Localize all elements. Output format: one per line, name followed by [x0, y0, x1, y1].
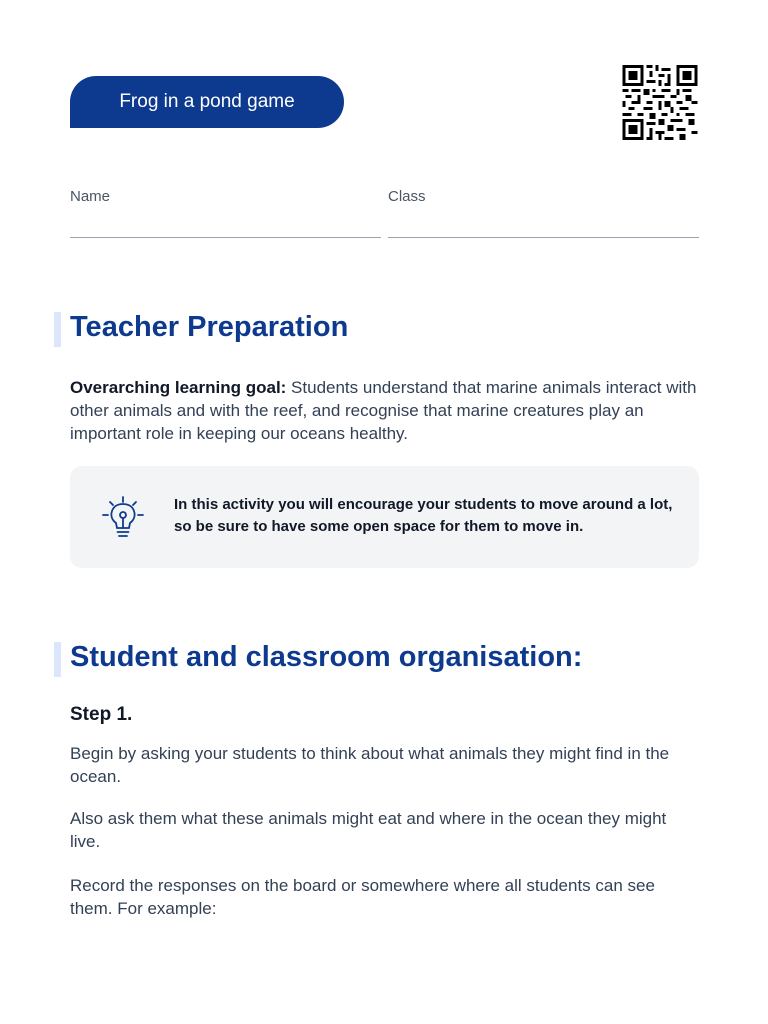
step-paragraph: Also ask them what these animals might eat and where in the ocean they might live. — [70, 809, 667, 851]
class-field-line[interactable] — [388, 237, 699, 238]
name-field-line[interactable] — [70, 237, 381, 238]
activity-title-label: Frog in a pond game — [119, 91, 295, 112]
learning-goal-paragraph — [70, 376, 700, 445]
learning-goal-label: Overarching learning goal: — [70, 378, 287, 397]
tip-text: In this activity you will encourage your students to move around a lot, so be sure to have some open space for them to move in. — [174, 496, 673, 535]
qr-code-icon — [620, 65, 700, 140]
name-field-label: Name — [70, 188, 111, 205]
heading-accent-bar — [54, 642, 61, 677]
activity-title-badge — [70, 76, 344, 128]
step-paragraph: Record the responses on the board or somewhere where all students can see them. For example: — [70, 876, 655, 918]
teacher-preparation-heading: Teacher Preparation — [70, 311, 349, 343]
class-field-label: Class — [388, 188, 426, 205]
step-paragraph: Begin by asking your students to think about what animals they might find in the ocean. — [70, 744, 670, 786]
step-title: Step 1. — [70, 704, 133, 725]
tip-callout — [70, 466, 699, 568]
lightbulb-icon — [102, 496, 144, 540]
heading-accent-bar — [54, 312, 61, 347]
learning-goal-text: Students understand that marine animals interact with other animals and with the reef, and recognise that marine creatures play an important role in keeping our oceans healthy. — [70, 378, 697, 443]
organisation-heading: Student and classroom organisation: — [70, 641, 583, 673]
